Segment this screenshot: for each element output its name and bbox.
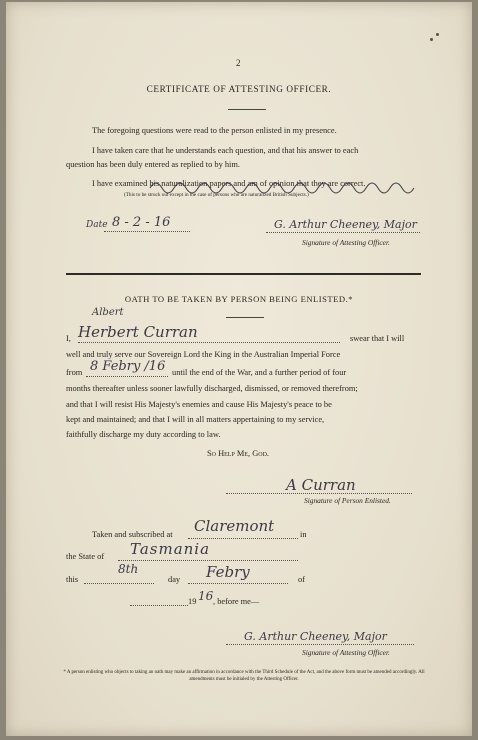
oath-line-4: months thereafter unless sooner lawfully discharged, dismissed, or removed therefrom; bbox=[66, 384, 358, 393]
certificate-para-2-line-1: I have taken care that he understands each question, and that his answer to each bbox=[92, 146, 359, 155]
inserted-first-name: Albert bbox=[92, 307, 124, 318]
footnote: * A person enlisting who objects to taking an oath may make an affirmation in accordance with the Third Schedule of the Act, and the above form must be amended accordingly. All amendments must be initialed by the Attesting Officer. bbox=[63, 670, 425, 682]
certificate-title: CERTIFICATE OF ATTESTING OFFICER. bbox=[146, 84, 332, 94]
certificate-para-2-line-2: question has been duly entered as replied to by him. bbox=[66, 160, 240, 169]
punch-mark bbox=[430, 38, 433, 41]
date-dotted-line bbox=[104, 231, 190, 232]
certificate-para-1: The foregoing questions were read to the person enlisted in my presence. bbox=[92, 126, 337, 135]
from-label: from bbox=[66, 368, 83, 377]
day-value: 8th bbox=[118, 562, 139, 576]
year-value: 16 bbox=[198, 589, 214, 603]
of-label: of bbox=[298, 575, 305, 584]
strike-through-scribble bbox=[148, 176, 423, 200]
attesting-officer-signature: G. Arthur Cheeney, Major bbox=[274, 218, 417, 231]
oath-line-5: and that I will resist His Majesty's enemies and cause His Majesty's peace to be bbox=[66, 400, 332, 409]
title-underline bbox=[228, 109, 266, 110]
witness-officer-signature: G. Arthur Cheeney, Major bbox=[244, 630, 387, 643]
this-label: this bbox=[66, 575, 79, 584]
page-number: 2 bbox=[236, 58, 241, 68]
so-help-me-god: So Help Me, God. bbox=[207, 449, 270, 458]
date-label: Date bbox=[86, 220, 108, 230]
enlistee-signature-caption: Signature of Person Enlisted. bbox=[304, 496, 391, 505]
witness-signature-caption: Signature of Attesting Officer. bbox=[302, 648, 390, 657]
section-divider bbox=[66, 273, 421, 275]
year-prefix: 19 bbox=[188, 597, 197, 606]
oath-line-1-end: swear that I will bbox=[350, 334, 405, 343]
name-dotted-line bbox=[78, 342, 340, 343]
oath-title-underline bbox=[226, 317, 264, 318]
oath-line-6: kept and maintained; and that I will in all matters appertaining to my service, bbox=[66, 415, 325, 424]
oath-line-7: faithfully discharge my duty according to law. bbox=[66, 430, 221, 439]
from-date-dotted-line bbox=[86, 376, 168, 377]
state-label: the State of bbox=[66, 552, 105, 561]
oath-line-2: well and truly serve our Sovereign Lord the King in the Australian Imperial Force bbox=[66, 350, 341, 359]
in-label: in bbox=[300, 530, 307, 539]
oath-title: OATH TO BE TAKEN BY PERSON BEING ENLISTED.* bbox=[124, 294, 354, 304]
taken-subscribed-label: Taken and subscribed at bbox=[92, 530, 173, 539]
month-value: Febry bbox=[206, 563, 250, 581]
attesting-officer-caption: Signature of Attesting Officer. bbox=[302, 238, 390, 247]
month-dotted-line bbox=[188, 583, 288, 584]
state-value: Tasmania bbox=[130, 540, 211, 558]
enlistee-signature-line bbox=[226, 493, 412, 494]
year-leading-dotted-line bbox=[130, 605, 188, 606]
day-label: day bbox=[168, 575, 181, 584]
day-dotted-line bbox=[84, 583, 154, 584]
witness-signature-line bbox=[226, 644, 414, 645]
punch-mark bbox=[436, 33, 439, 36]
place-dotted-line bbox=[188, 538, 298, 539]
enlistee-signature: A Curran bbox=[286, 476, 356, 494]
before-me-label: , before me— bbox=[213, 597, 260, 606]
oath-line-3-end: until the end of the War, and a further period of four bbox=[172, 368, 347, 377]
naturalization-note: (This to be struck out except in the case of persons who are naturalized British Subjects.) bbox=[124, 192, 309, 198]
oath-name-prefix: I, bbox=[66, 334, 71, 343]
signature-dotted-line bbox=[266, 232, 420, 233]
enlistee-name: Herbert Curran bbox=[78, 323, 198, 341]
place-of-enlistment: Claremont bbox=[194, 517, 275, 535]
state-dotted-line bbox=[118, 560, 298, 561]
from-date: 8 Febry /16 bbox=[90, 359, 166, 374]
certificate-para-3: I have examined his naturalization papers and am of opinion that they are correct. bbox=[92, 179, 366, 188]
date-value: 8 - 2 - 16 bbox=[112, 215, 171, 230]
